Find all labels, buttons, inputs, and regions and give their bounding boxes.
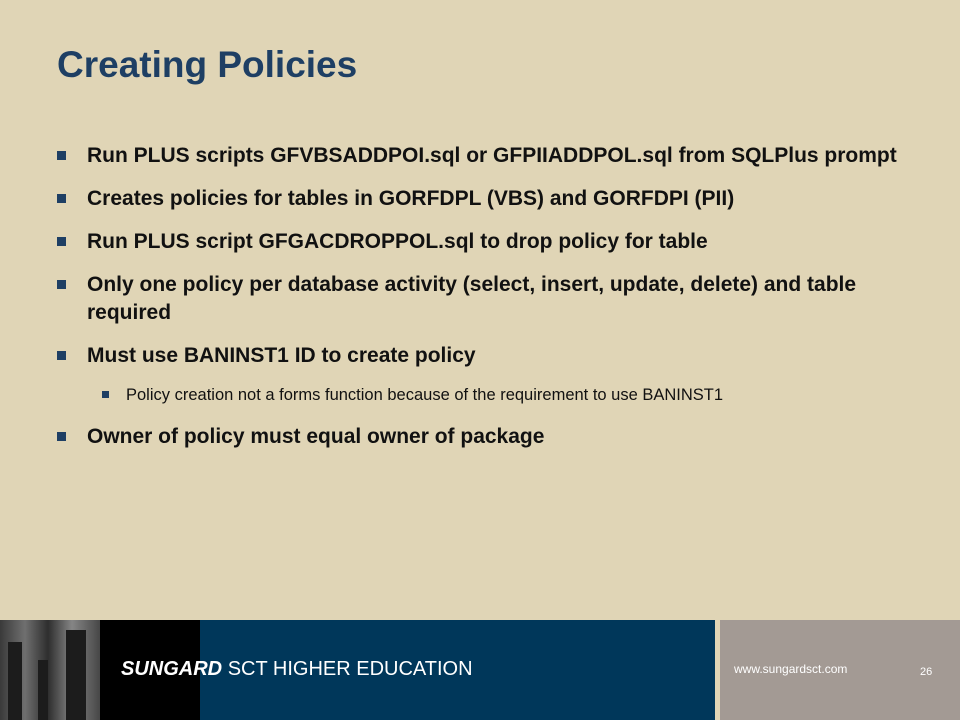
bullet-item	[57, 142, 917, 170]
square-bullet-icon	[57, 432, 66, 441]
bullet-item	[57, 423, 917, 451]
footer-url: www.sungardsct.com	[734, 662, 848, 676]
square-bullet-icon	[57, 151, 66, 160]
page-number: 26	[920, 666, 933, 678]
footer-band	[0, 620, 960, 720]
square-bullet-icon	[57, 280, 66, 289]
bullet-text: Run PLUS script GFGACDROPPOL.sql to drop policy for table	[87, 230, 708, 253]
bullet-list	[57, 142, 917, 466]
bullet-item	[57, 228, 917, 256]
bullet-text: Run PLUS scripts GFVBSADDPOI.sql or GFPIIADDPOL.sql from SQLPlus prompt	[87, 144, 897, 167]
bullet-item	[57, 342, 917, 370]
sub-bullet-text: Policy creation not a forms function because of the requirement to use BANINST1	[126, 386, 724, 404]
sungard-logo	[121, 658, 473, 681]
sub-bullet-item	[102, 383, 917, 408]
bullet-text: Creates policies for tables in GORFDPL (VBS) and GORFDPI (PII)	[87, 187, 735, 210]
logo-brand: SUNGARD	[121, 658, 223, 680]
logo-division: SCT HIGHER EDUCATION	[227, 658, 473, 680]
bullet-text: Owner of policy must equal owner of package	[87, 425, 545, 448]
square-bullet-icon	[57, 351, 66, 360]
bullet-item	[57, 271, 917, 327]
square-bullet-icon	[102, 391, 109, 398]
bullet-text: Must use BANINST1 ID to create policy	[87, 344, 476, 367]
chairs-photo	[0, 620, 100, 720]
square-bullet-icon	[57, 194, 66, 203]
slide-title: Creating Policies	[57, 44, 358, 85]
square-bullet-icon	[57, 237, 66, 246]
bullet-item	[57, 185, 917, 213]
bullet-text: Only one policy per database activity (select, insert, update, delete) and table required	[87, 273, 857, 324]
